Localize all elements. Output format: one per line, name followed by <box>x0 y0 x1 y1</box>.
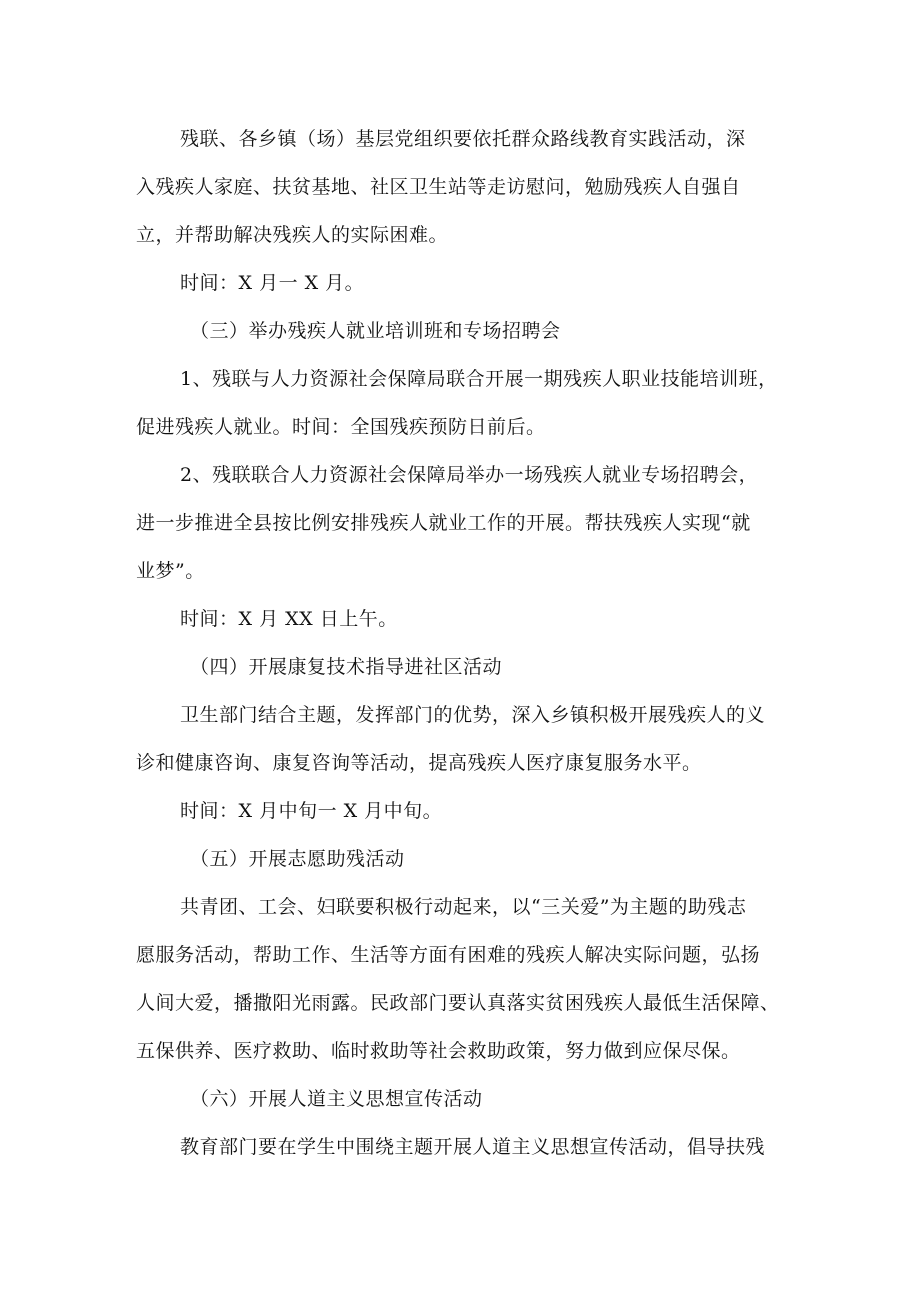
section-heading: （三）举办残疾人就业培训班和专场招聘会 <box>190 320 561 342</box>
text-line: 入残疾人家庭、扶贫基地、社区卫生站等走访慰问，勉励残疾人自强自 <box>136 176 741 198</box>
text-line: 进一步推进全县按比例安排残疾人就业工作的开展。帮扶残疾人实现“就 <box>136 512 751 534</box>
text-line: 愿服务活动，帮助工作、生活等方面有困难的残疾人解决实际问题，弘扬 <box>136 944 761 966</box>
text-line: 时间：X 月一 X 月。 <box>180 272 365 294</box>
section-heading: （六）开展人道主义思想宣传活动 <box>190 1088 483 1110</box>
text-line: 共青团、工会、妇联要积极行动起来，以“三关爱”为主题的助残志 <box>180 896 747 918</box>
section-heading: （四）开展康复技术指导进社区活动 <box>190 656 503 678</box>
text-line: 立，并帮助解决残疾人的实际困难。 <box>136 224 449 246</box>
text-line: 残联、各乡镇（场）基层党组织要依托群众路线教育实践活动，深 <box>180 128 746 150</box>
text-line: 卫生部门结合主题，发挥部门的优势，深入乡镇积极开展残疾人的义 <box>180 704 766 726</box>
text-line: 五保供养、医疗救助、临时救助等社会救助政策，努力做到应保尽保。 <box>136 1040 741 1062</box>
text-line: 教育部门要在学生中围绕主题开展人道主义思想宣传活动，倡导扶残 <box>180 1136 766 1158</box>
text-line: 促进残疾人就业。时间：全国残疾预防日前后。 <box>136 416 546 438</box>
text-line: 业梦”。 <box>136 560 205 582</box>
text-line: 时间：X 月 XX 日上午。 <box>180 608 398 630</box>
text-line: 1、残联与人力资源社会保障局联合开展一期残疾人职业技能培训班， <box>180 368 778 390</box>
text-line: 诊和健康咨询、康复咨询等活动，提高残疾人医疗康复服务水平。 <box>136 752 702 774</box>
text-line: 时间：X 月中旬一 X 月中旬。 <box>180 800 443 822</box>
text-line: 人间大爱，播撒阳光雨露。民政部门要认真落实贫困残疾人最低生活保障、 <box>136 992 780 1014</box>
text-line: 2、残联联合人力资源社会保障局举办一场残疾人就业专场招聘会， <box>180 464 759 486</box>
section-heading: （五）开展志愿助残活动 <box>190 848 405 870</box>
